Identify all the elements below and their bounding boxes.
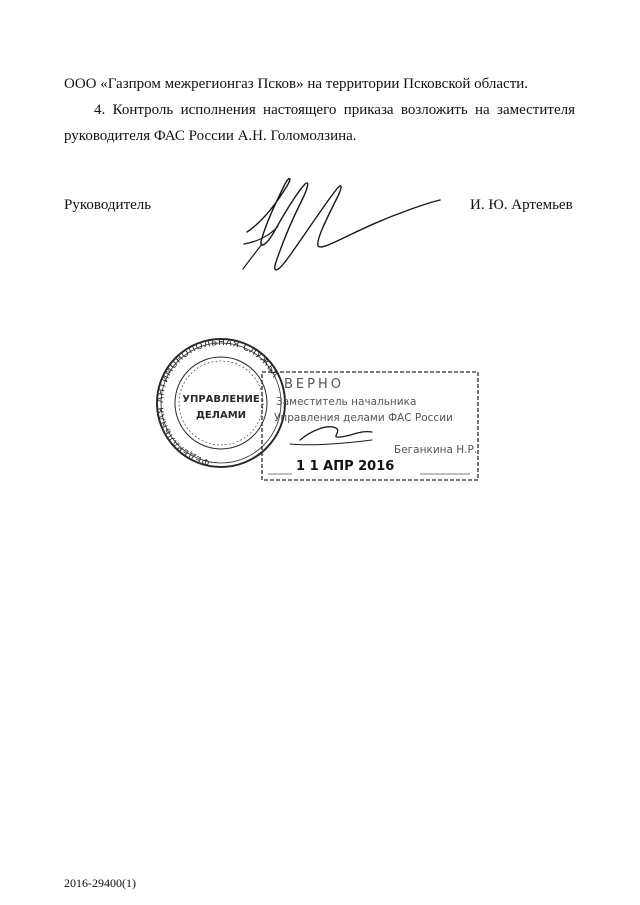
paragraph-4-line-2: руководителя ФАС России А.Н. Голомолзина. [64, 128, 357, 144]
stamp-title: ВЕРНО [284, 377, 344, 392]
seal-center-line-1: УПРАВЛЕНИЕ [182, 394, 260, 405]
body-line-1: ООО «Газпром межрегионгаз Псков» на территории Псковской области. [64, 76, 529, 92]
stamp-date: 1 1 АПР 2016 [296, 459, 395, 474]
stamp-line-1: Заместитель начальника [276, 396, 417, 408]
position-title: Руководитель [64, 197, 152, 213]
stamp-name: Беганкина Н.Р. [394, 444, 478, 456]
stamp-line-2: Управления делами ФАС России [274, 412, 453, 424]
seal-center-line-2: ДЕЛАМИ [195, 410, 247, 421]
signer-name: И. Ю. Артемьев [470, 197, 573, 213]
seal-ring-text: ФЕДЕРАЛЬНАЯ АНТИМОНОПОЛЬНАЯ СЛУЖБА [155, 337, 280, 467]
document-code: 2016-29400(1) [64, 876, 136, 890]
paragraph-4-text: 4. Контроль исполнения настоящего приказа возложить на заместителя [94, 102, 575, 118]
